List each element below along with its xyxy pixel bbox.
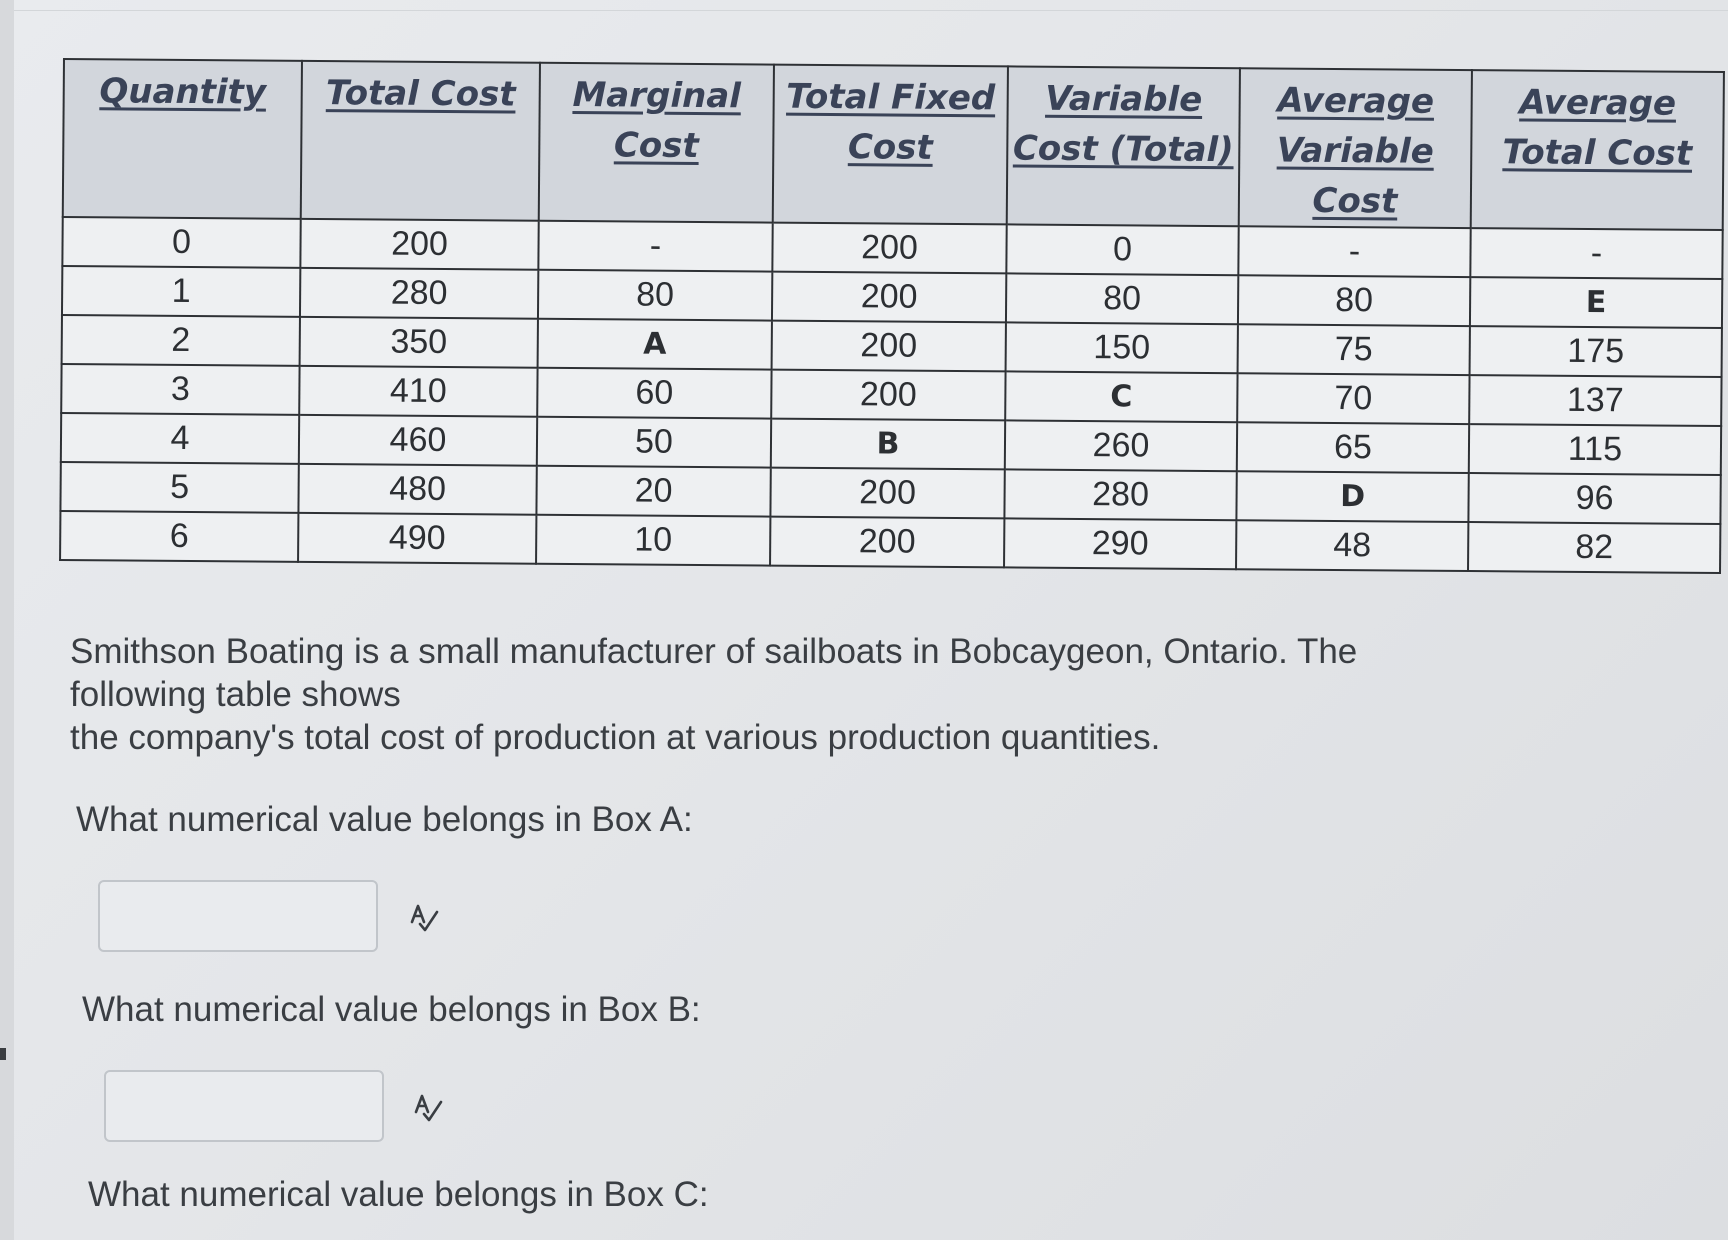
table-cell: 350 xyxy=(300,317,538,368)
table-cell: 20 xyxy=(536,466,770,517)
table-cell: 200 xyxy=(770,517,1004,568)
header-variable-cost: Variable Cost (Total) xyxy=(1007,66,1240,226)
table-cell: 48 xyxy=(1236,520,1468,571)
table-cell: 5 xyxy=(60,462,298,513)
box-e-cell: E xyxy=(1470,277,1722,328)
table-header-row xyxy=(63,59,1724,230)
table-cell: 80 xyxy=(1238,275,1470,326)
table-cell: 150 xyxy=(1006,322,1238,373)
table-cell: 1 xyxy=(62,266,300,317)
table-cell: - xyxy=(538,221,772,272)
table-cell: 200 xyxy=(300,219,538,270)
question-box-b: What numerical value belongs in Box B: xyxy=(82,990,701,1029)
table-cell: 50 xyxy=(537,417,771,468)
question-box-c: What numerical value belongs in Box C: xyxy=(88,1175,709,1214)
table-cell: 6 xyxy=(60,511,298,562)
table-cell: 3 xyxy=(61,364,299,415)
table-cell: 200 xyxy=(772,223,1006,274)
spell-check-icon[interactable] xyxy=(410,1090,446,1126)
box-d-cell: D xyxy=(1236,471,1468,522)
table-cell: 200 xyxy=(770,468,1004,519)
table-cell: 4 xyxy=(61,413,299,464)
box-a-answer-input[interactable] xyxy=(98,880,378,952)
box-b-answer-input[interactable] xyxy=(104,1070,384,1142)
table-cell: 10 xyxy=(536,515,770,566)
spell-check-icon[interactable] xyxy=(406,900,442,936)
table-cell: 200 xyxy=(772,321,1006,372)
table-cell: 490 xyxy=(298,513,536,564)
table-cell: 2 xyxy=(62,315,300,366)
problem-description-line: Smithson Boating is a small manufacturer of sailboats in Bobcaygeon, Ontario. The xyxy=(70,632,1358,671)
table-cell: - xyxy=(1238,226,1470,277)
table-cell: 0 xyxy=(1006,224,1238,275)
table-cell: 75 xyxy=(1238,324,1470,375)
table-cell: 60 xyxy=(537,368,771,419)
table-cell: 80 xyxy=(1006,273,1238,324)
box-c-cell: C xyxy=(1005,371,1237,422)
table-cell: 70 xyxy=(1237,373,1469,424)
table-cell: - xyxy=(1470,228,1722,279)
header-average-total-cost: Average Total Cost xyxy=(1471,70,1724,230)
table-cell: 0 xyxy=(62,217,300,268)
edge-marker xyxy=(0,1048,6,1060)
header-total-cost: Total Cost xyxy=(301,61,540,221)
header-marginal-cost: Marginal Cost xyxy=(539,63,774,223)
table-cell: 96 xyxy=(1468,473,1720,524)
table-cell: 175 xyxy=(1470,326,1722,377)
table-cell: 460 xyxy=(299,415,537,466)
table-cell: 80 xyxy=(538,270,772,321)
question-box-a: What numerical value belongs in Box A: xyxy=(76,800,693,839)
table-cell: 280 xyxy=(300,268,538,319)
cost-table xyxy=(59,58,1725,574)
table-cell: 115 xyxy=(1469,424,1721,475)
top-divider xyxy=(0,10,1728,11)
header-total-fixed-cost: Total Fixed Cost xyxy=(773,65,1008,225)
table-cell: 290 xyxy=(1004,518,1236,569)
table-cell: 280 xyxy=(1004,469,1236,520)
problem-description xyxy=(70,630,1410,759)
box-b-cell: B xyxy=(771,419,1005,470)
table-cell: 480 xyxy=(298,464,536,515)
table-cell: 200 xyxy=(772,272,1006,323)
header-quantity: Quantity xyxy=(63,59,302,219)
table-cell: 410 xyxy=(299,366,537,417)
table-cell: 137 xyxy=(1469,375,1721,426)
box-a-cell: A xyxy=(538,319,772,370)
table-cell: 65 xyxy=(1237,422,1469,473)
header-average-variable-cost: Average Variable Cost xyxy=(1239,68,1472,228)
problem-description-line: the company's total cost of production at various production quantities. xyxy=(70,718,1161,757)
table-cell: 200 xyxy=(771,370,1005,421)
table-cell: 260 xyxy=(1005,420,1237,471)
table-cell: 82 xyxy=(1468,522,1720,573)
problem-description-line: following table shows xyxy=(70,675,401,714)
